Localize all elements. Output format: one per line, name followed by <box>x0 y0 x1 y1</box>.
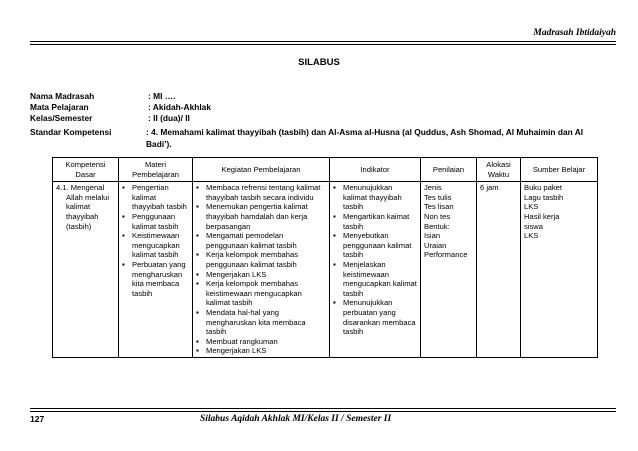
penilaian-item: Tes tulis <box>424 192 452 202</box>
column-header: Sumber Belajar <box>521 158 598 182</box>
penilaian-item: Performance <box>424 250 468 260</box>
materi-cell <box>119 182 193 358</box>
list-item: ▪ Perbuatan yang mengharuskan kita membaca tasbih <box>122 260 189 298</box>
list-item: ▪ Mengerjakan LKS <box>196 270 326 280</box>
indikator-cell <box>330 182 421 358</box>
silabus-table <box>52 157 598 358</box>
penilaian-item: Jenis <box>424 183 442 193</box>
list-item: ▪ Keistimewaan mengucapkan kalimat tasbih <box>122 231 189 260</box>
info-value: : II (dua)/ II <box>148 113 190 123</box>
column-header: Alokasi Waktu <box>477 158 521 182</box>
footer-rule <box>30 408 616 412</box>
header-rule <box>30 41 616 45</box>
penilaian-item: Non tes <box>424 211 451 221</box>
column-header: Kegiatan Pembelajaran <box>193 158 330 182</box>
document-title: SILABUS <box>298 57 340 68</box>
info-value: : Akidah-Akhlak <box>148 102 211 112</box>
info-label: Nama Madrasah <box>30 91 95 101</box>
alokasi-value: 6 jam <box>480 183 499 193</box>
info-label: Mata Pelajaran <box>30 102 89 112</box>
list-item: ▪ Menunujukkan perbuatan yang disarankan membaca tasbih <box>333 298 417 336</box>
sumber-item: Lagu tasbih <box>524 192 564 202</box>
footer-title: Silabus Aqidah Akhlak MI/Kelas II / Semester II <box>200 414 392 424</box>
sumber-item: Buku paket <box>524 183 562 193</box>
info-row <box>30 102 211 113</box>
indikator-list <box>333 183 417 337</box>
column-header: Indikator <box>330 158 421 182</box>
list-item: ▪ Menemukan pengertia kalimat thayyibah hamdalah dan kerja berpasangan <box>196 202 326 231</box>
penilaian-cell <box>421 182 477 358</box>
info-label: Kelas/Semester <box>30 113 93 123</box>
list-item: ▪ Menyebutkan penggunaan kalimat tasbih <box>333 231 417 260</box>
penilaian-item: Isian <box>424 231 441 241</box>
sumber-item: LKS <box>524 202 539 212</box>
sumber-item: LKS <box>524 231 539 241</box>
list-item: ▪ Pengertian kalimat thayyibah tasbih <box>122 183 189 212</box>
list-item: ▪ Mendata hal-hal yang mengharuskan kita membaca tasbih <box>196 308 326 337</box>
info-value: : MI …. <box>148 91 176 101</box>
alokasi-cell <box>477 182 521 358</box>
sumber-cell <box>521 182 598 358</box>
materi-list <box>122 183 189 298</box>
column-header: Materi Pembelajaran <box>119 158 193 182</box>
standar-value: : 4. Memahami kalimat thayyibah (tasbih) dan Al-Asma al-Husna (al Quddus, Ash Shomad, Al Muhaimin dan Al Badi’). <box>146 127 584 149</box>
list-item: ▪ Membaca refrensi tentang kalimat thayyibah tasbih secara individu <box>196 183 326 202</box>
penilaian-item: Uraian <box>424 240 447 250</box>
list-item: ▪ Mengartikan kaimat tasbih <box>333 212 417 231</box>
column-header: Kompetensi Dasar <box>53 158 119 182</box>
column-header: Penilaian <box>421 158 477 182</box>
info-row <box>30 113 211 124</box>
identity-block <box>30 91 211 124</box>
kegiatan-cell <box>193 182 330 358</box>
table-row <box>53 182 598 358</box>
list-item: ▪ Kerja kelompok membahas penggunaan kalimat tasbih <box>196 250 326 269</box>
standar-kompetensi <box>30 127 600 150</box>
list-item: ▪ Penggunaan kalimat tasbih <box>122 212 189 231</box>
list-item: ▪ Mengerjakan LKS <box>196 346 326 356</box>
list-item: ▪ Kerja kelompok membahas keistimewaan mengucapkan kalimat tasbih <box>196 279 326 308</box>
running-header: Madrasah Ibtidaiyah <box>533 28 616 38</box>
page-number: 127 <box>30 414 45 424</box>
kompetensi-dasar-text: 4.1. Mengenal Allah melalui kalimat thayyibah (tasbih) <box>56 183 110 231</box>
list-item: ▪ Membuat rangkuman <box>196 337 326 347</box>
list-item: ▪ Menjelaskan keistimewaan mengucapkan kalimat tasbih <box>333 260 417 298</box>
kompetensi-dasar-cell <box>53 182 119 358</box>
penilaian-item: Bentuk: <box>424 221 450 231</box>
sumber-item: Hasil kerja siswa <box>524 211 560 231</box>
penilaian-item: Tes lisan <box>424 202 454 212</box>
table-header-row <box>53 158 598 182</box>
standar-label: Standar Kompetensi <box>30 127 112 137</box>
kegiatan-list <box>196 183 326 356</box>
info-row <box>30 91 211 102</box>
list-item: ▪ Menunujukkan kalimat thayyibah tasbih <box>333 183 417 212</box>
list-item: ▪ Mengamati pemodelan penggunaan kalimat tasbih <box>196 231 326 250</box>
